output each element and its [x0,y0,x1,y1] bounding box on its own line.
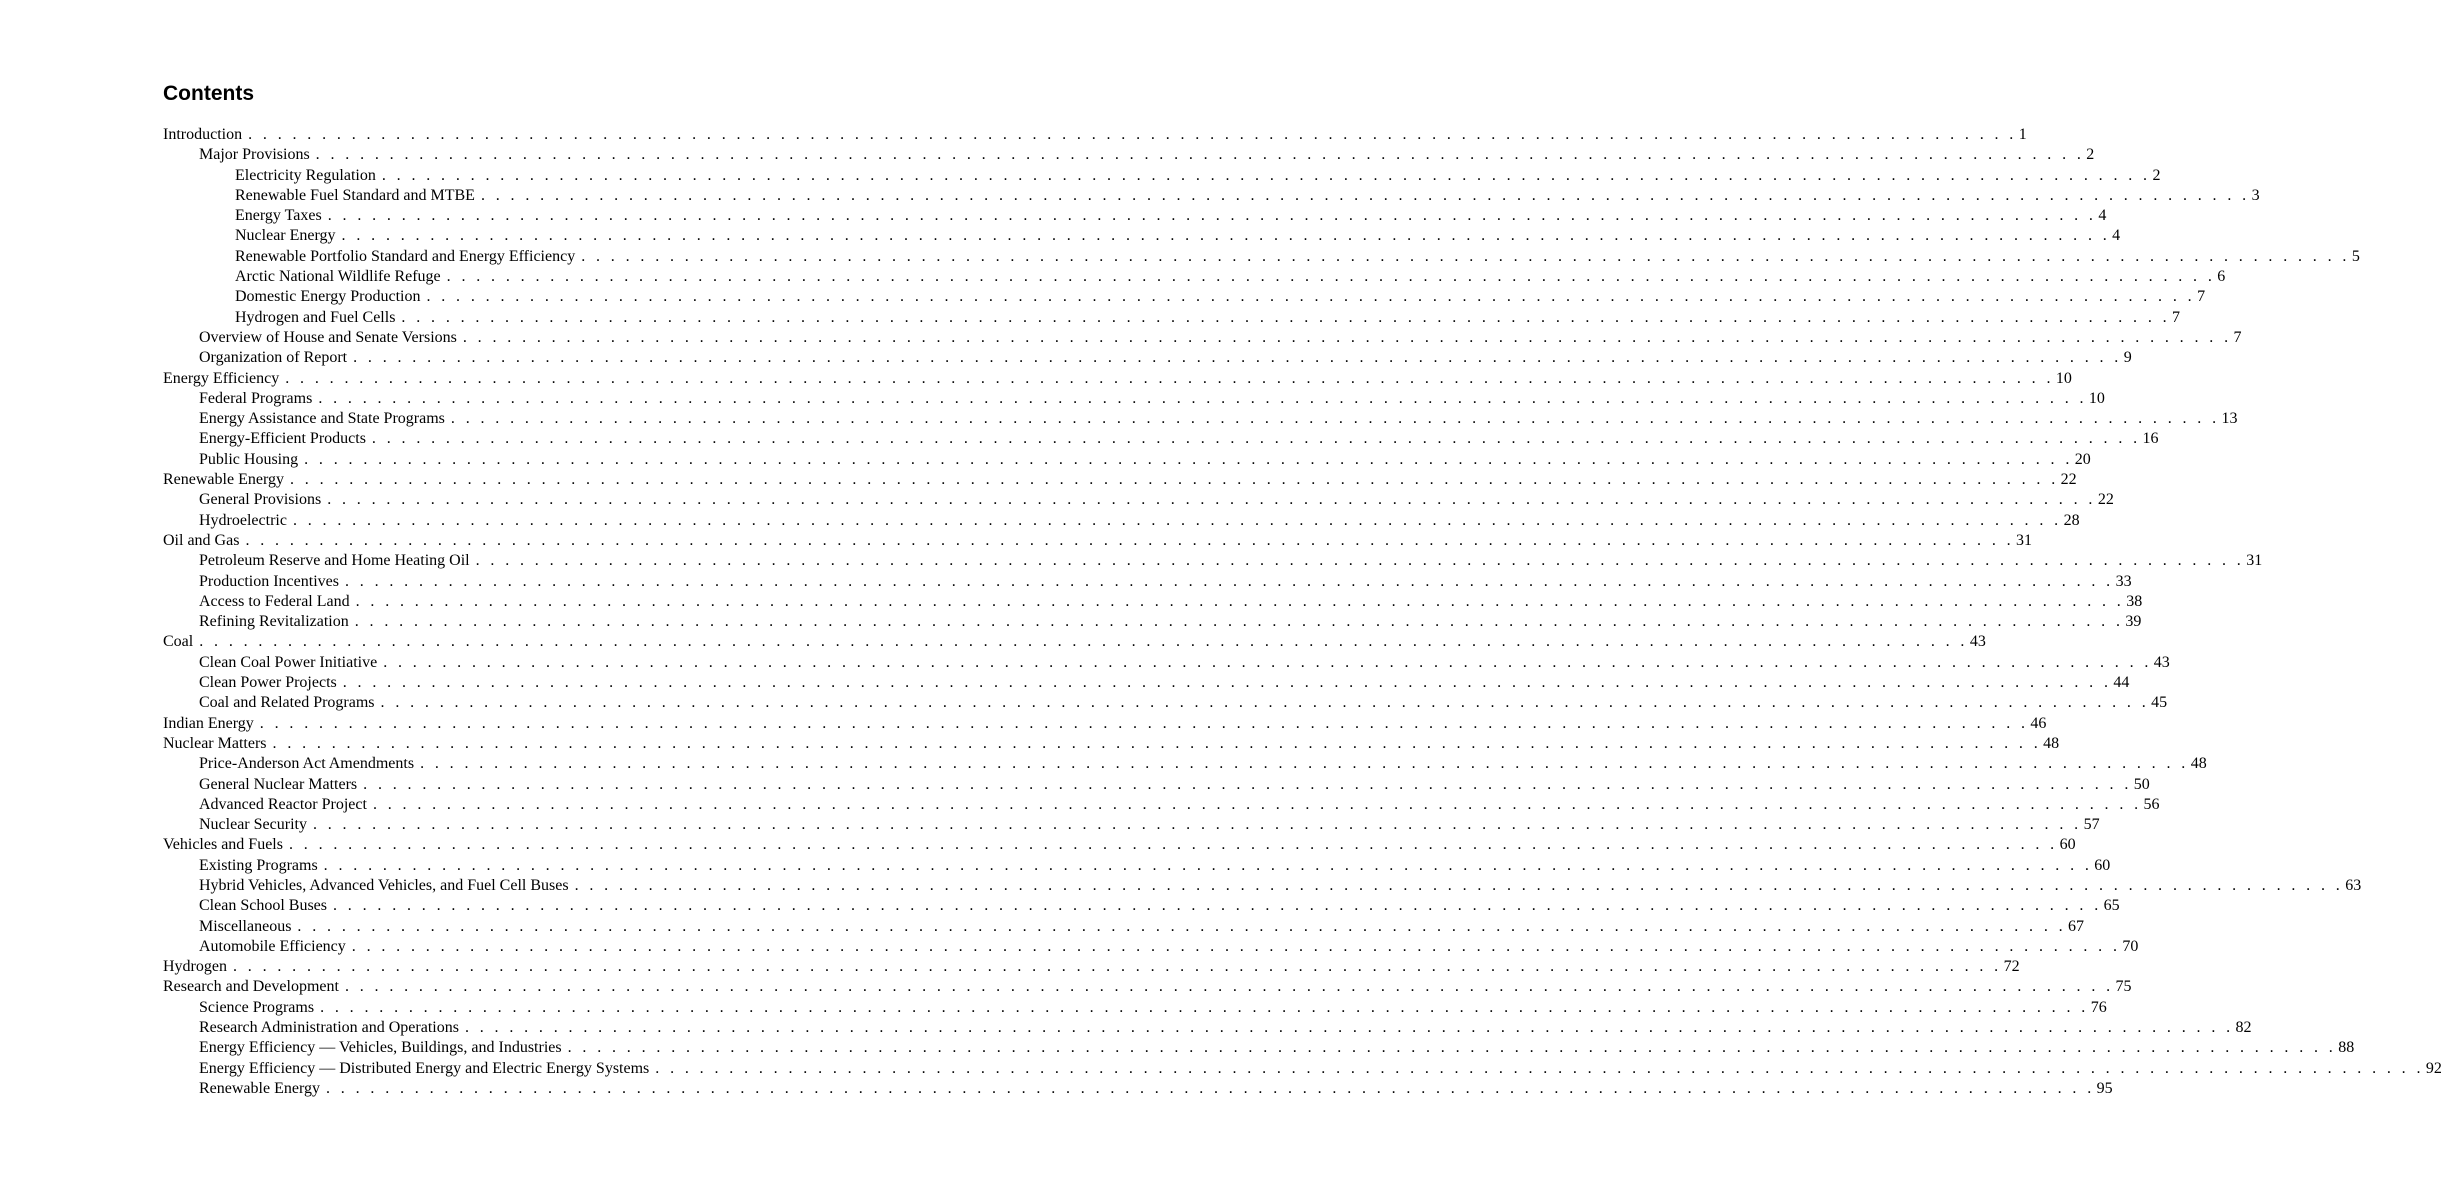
toc-entry-label: Hybrid Vehicles, Advanced Vehicles, and Fuel Cell Buses [199,876,569,894]
toc-dot-leader: . . . . . . . . . . . . . . . . . . . . . . . . . . . . . . . . . . . . . . . . . . . . . . . . . . . . . . . . . . . . . . . . . . . . . . . . . . . . . . . . . . . . . . . . . . . . . . . . . . . . . . . . . . . . . . . . . . . . . . . . [464,1019,2234,1037]
toc-entry[interactable] [163,146,2095,166]
toc-entry-label: Coal and Related Programs [199,694,375,712]
toc-entry-page-number: 2 [2086,146,2095,164]
toc-entry-label: Clean Coal Power Initiative [199,653,378,671]
toc-entry[interactable] [163,694,2168,714]
toc-entry[interactable] [163,410,2238,430]
toc-entry-page-number: 7 [2172,308,2181,326]
toc-entry-page-number: 16 [2142,430,2159,448]
toc-entry[interactable] [163,247,2360,268]
toc-dot-leader: . . . . . . . . . . . . . . . . . . . . . . . . . . . . . . . . . . . . . . . . . . . . . . . . . . . . . . . . . . . . . . . . . . . . . . . . . . . . . . . . . . . . . . . . . . . . . . . . . . . . . . . . . . . . . . . . . . . . . . . . [581,247,2350,265]
toc-entry[interactable] [163,674,2130,694]
toc-entry-page-number: 4 [2098,207,2107,225]
toc-entry-label: Renewable Energy [163,471,284,489]
toc-entry-page-number: 22 [2097,491,2114,509]
toc-entry-label: Energy Efficiency [163,369,280,387]
toc-entry-page-number: 50 [2133,775,2150,793]
toc-entry[interactable] [163,369,2072,390]
toc-entry-label: Introduction [163,126,243,143]
toc-entry-label: Nuclear Energy [235,227,336,245]
toc-entry[interactable] [163,958,2020,978]
toc-entry[interactable] [163,998,2107,1019]
toc-dot-leader: . . . . . . . . . . . . . . . . . . . . . . . . . . . . . . . . . . . . . . . . . . . . . . . . . . . . . . . . . . . . . . . . . . . . . . . . . . . . . . . . . . . . . . . . . . . . . . . . . . . . . . . . . . . . . . . . . . . . . . . . [353,349,2122,367]
toc-dot-leader: . . . . . . . . . . . . . . . . . . . . . . . . . . . . . . . . . . . . . . . . . . . . . . . . . . . . . . . . . . . . . . . . . . . . . . . . . . . . . . . . . . . . . . . . . . . . . . . . . . . . . . . . . . . . . . . . . . . . . . . . [567,1039,2337,1057]
toc-dot-leader: . . . . . . . . . . . . . . . . . . . . . . . . . . . . . . . . . . . . . . . . . . . . . . . . . . . . . . . . . . . . . . . . . . . . . . . . . . . . . . . . . . . . . . . . . . . . . . . . . . . . . . . . . . . . . . . . . . . . . . . . [327,491,2096,509]
toc-entry-label: Vehicles and Fuels [163,836,283,854]
toc-entry-label: Energy Efficiency — Distributed Energy and Electric Energy Systems [199,1059,650,1077]
toc-entry[interactable] [163,450,2091,471]
toc-entry[interactable] [163,897,2120,917]
toc-entry-page-number: 4 [2112,227,2121,245]
toc-dot-leader: . . . . . . . . . . . . . . . . . . . . . . . . . . . . . . . . . . . . . . . . . . . . . . . . . . . . . . . . . . . . . . . . . . . . . . . . . . . . . . . . . . . . . . . . . . . . . . . . . . . . . . . . . . . . . . . . . . . . . . . . [248,126,2017,143]
toc-entry-page-number: 76 [2090,998,2107,1016]
toc-entry-page-number: 10 [2088,389,2105,407]
toc-entry[interactable] [163,308,2181,329]
toc-entry-page-number: 72 [2003,958,2020,976]
toc-entry-page-number: 43 [2153,653,2170,671]
toc-entry[interactable] [163,775,2150,796]
toc-entry[interactable] [163,592,2143,613]
toc-entry-label: Arctic National Wildlife Refuge [235,268,441,286]
toc-dot-leader: . . . . . . . . . . . . . . . . . . . . . . . . . . . . . . . . . . . . . . . . . . . . . . . . . . . . . . . . . . . . . . . . . . . . . . . . . . . . . . . . . . . . . . . . . . . . . . . . . . . . . . . . . . . . . . . . . . . . . . . . [232,958,2002,976]
toc-entry[interactable] [163,126,2027,146]
toc-dot-leader: . . . . . . . . . . . . . . . . . . . . . . . . . . . . . . . . . . . . . . . . . . . . . . . . . . . . . . . . . . . . . . . . . . . . . . . . . . . . . . . . . . . . . . . . . . . . . . . . . . . . . . . . . . . . . . . . . . . . . . . . [315,146,2085,164]
toc-dot-leader: . . . . . . . . . . . . . . . . . . . . . . . . . . . . . . . . . . . . . . . . . . . . . . . . . . . . . . . . . . . . . . . . . . . . . . . . . . . . . . . . . . . . . . . . . . . . . . . . . . . . . . . . . . . . . . . . . . . . . . . . [355,592,2125,610]
toc-dot-leader: . . . . . . . . . . . . . . . . . . . . . . . . . . . . . . . . . . . . . . . . . . . . . . . . . . . . . . . . . . . . . . . . . . . . . . . . . . . . . . . . . . . . . . . . . . . . . . . . . . . . . . . . . . . . . . . . . . . . . . . . [344,572,2114,590]
toc-dot-leader: . . . . . . . . . . . . . . . . . . . . . . . . . . . . . . . . . . . . . . . . . . . . . . . . . . . . . . . . . . . . . . . . . . . . . . . . . . . . . . . . . . . . . . . . . . . . . . . . . . . . . . . . . . . . . . . . . . . . . . . . [344,978,2114,996]
toc-entry-page-number: 13 [2221,410,2238,428]
toc-entry-label: Clean School Buses [199,897,327,915]
toc-entry-label: General Nuclear Matters [199,775,358,793]
toc-entry-label: Advanced Reactor Project [199,795,367,813]
toc-entry-page-number: 3 [2251,186,2260,204]
page-title: Contents [163,82,254,105]
toc-entry[interactable] [163,633,1986,653]
toc-entry[interactable] [163,1079,2113,1100]
toc-dot-leader: . . . . . . . . . . . . . . . . . . . . . . . . . . . . . . . . . . . . . . . . . . . . . . . . . . . . . . . . . . . . . . . . . . . . . . . . . . . . . . . . . . . . . . . . . . . . . . . . . . . . . . . . . . . . . . . . . . . . . . . . [380,694,2150,712]
toc-entry-label: Coal [163,633,194,651]
toc-entry[interactable] [163,430,2159,450]
toc-entry[interactable] [163,328,2242,349]
toc-entry[interactable] [163,552,2263,572]
toc-dot-leader: . . . . . . . . . . . . . . . . . . . . . . . . . . . . . . . . . . . . . . . . . . . . . . . . . . . . . . . . . . . . . . . . . . . . . . . . . . . . . . . . . . . . . . . . . . . . . . . . . . . . . . . . . . . . . . . . . . . . . . . . [297,917,2067,935]
toc-entry[interactable] [163,836,2076,856]
toc-entry-page-number: 33 [2115,572,2132,590]
toc-dot-leader: . . . . . . . . . . . . . . . . . . . . . . . . . . . . . . . . . . . . . . . . . . . . . . . . . . . . . . . . . . . . . . . . . . . . . . . . . . . . . . . . . . . . . . . . . . . . . . . . . . . . . . . . . . . . . . . . . . . . . . . . [383,653,2152,671]
toc-entry[interactable] [163,795,2160,816]
toc-entry[interactable] [163,937,2139,958]
toc-dot-leader: . . . . . . . . . . . . . . . . . . . . . . . . . . . . . . . . . . . . . . . . . . . . . . . . . . . . . . . . . . . . . . . . . . . . . . . . . . . . . . . . . . . . . . . . . . . . . . . . . . . . . . . . . . . . . . . . . . . . . . . . [320,998,2089,1016]
toc-entry-label: Oil and Gas [163,531,240,549]
toc-entry-label: Miscellaneous [199,917,292,935]
toc-entry-page-number: 57 [2083,816,2100,834]
toc-entry[interactable] [163,1019,2252,1039]
toc-entry-page-number: 7 [2197,288,2206,306]
toc-entry-label: Nuclear Matters [163,734,267,752]
toc-entry-page-number: 67 [2068,917,2085,935]
toc-entry[interactable] [163,166,2161,187]
toc-entry-label: Refining Revitalization [199,613,349,631]
toc-entry[interactable] [163,755,2207,775]
toc-dot-leader: . . . . . . . . . . . . . . . . . . . . . . . . . . . . . . . . . . . . . . . . . . . . . . . . . . . . . . . . . . . . . . . . . . . . . . . . . . . . . . . . . . . . . . . . . . . . . . . . . . . . . . . . . . . . . . . . . . . . . . . . [342,674,2112,692]
toc-entry-label: Organization of Report [199,349,348,367]
toc-dot-leader: . . . . . . . . . . . . . . . . . . . . . . . . . . . . . . . . . . . . . . . . . . . . . . . . . . . . . . . . . . . . . . . . . . . . . . . . . . . . . . . . . . . . . . . . . . . . . . . . . . . . . . . . . . . . . . . . . . . . . . . . [450,410,2220,428]
toc-entry[interactable] [163,714,2047,735]
toc-dot-leader: . . . . . . . . . . . . . . . . . . . . . . . . . . . . . . . . . . . . . . . . . . . . . . . . . . . . . . . . . . . . . . . . . . . . . . . . . . . . . . . . . . . . . . . . . . . . . . . . . . . . . . . . . . . . . . . . . . . . . . . . [290,471,2059,489]
toc-entry-label: Production Incentives [199,572,339,590]
toc-entry-label: Major Provisions [199,146,310,164]
toc-entry-page-number: 92 [2425,1059,2442,1077]
toc-dot-leader: . . . . . . . . . . . . . . . . . . . . . . . . . . . . . . . . . . . . . . . . . . . . . . . . . . . . . . . . . . . . . . . . . . . . . . . . . . . . . . . . . . . . . . . . . . . . . . . . . . . . . . . . . . . . . . . . . . . . . . . . [401,308,2171,326]
toc-dot-leader: . . . . . . . . . . . . . . . . . . . . . . . . . . . . . . . . . . . . . . . . . . . . . . . . . . . . . . . . . . . . . . . . . . . . . . . . . . . . . . . . . . . . . . . . . . . . . . . . . . . . . . . . . . . . . . . . . . . . . . . . [292,511,2062,529]
toc-entry-label: Petroleum Reserve and Home Heating Oil [199,552,470,570]
toc-entry-label: Public Housing [199,450,299,468]
toc-entry-page-number: 10 [2055,369,2072,387]
toc-entry[interactable] [163,471,2077,491]
toc-entry-page-number: 60 [2059,836,2076,854]
toc-dot-leader: . . . . . . . . . . . . . . . . . . . . . . . . . . . . . . . . . . . . . . . . . . . . . . . . . . . . . . . . . . . . . . . . . . . . . . . . . . . . . . . . . . . . . . . . . . . . . . . . . . . . . . . . . . . . . . . . . . . . . . . . [372,795,2142,813]
toc-entry-page-number: 20 [2074,450,2091,468]
toc-dot-leader: . . . . . . . . . . . . . . . . . . . . . . . . . . . . . . . . . . . . . . . . . . . . . . . . . . . . . . . . . . . . . . . . . . . . . . . . . . . . . . . . . . . . . . . . . . . . . . . . . . . . . . . . . . . . . . . . . . . . . . . . [420,755,2189,773]
toc-dot-leader: . . . . . . . . . . . . . . . . . . . . . . . . . . . . . . . . . . . . . . . . . . . . . . . . . . . . . . . . . . . . . . . . . . . . . . . . . . . . . . . . . . . . . . . . . . . . . . . . . . . . . . . . . . . . . . . . . . . . . . . . [272,734,2042,752]
toc-entry-label: Federal Programs [199,389,313,407]
toc-entry[interactable] [163,268,2226,288]
toc-entry-label: Clean Power Projects [199,674,337,692]
toc-entry[interactable] [163,491,2114,511]
toc-dot-leader: . . . . . . . . . . . . . . . . . . . . . . . . . . . . . . . . . . . . . . . . . . . . . . . . . . . . . . . . . . . . . . . . . . . . . . . . . . . . . . . . . . . . . . . . . . . . . . . . . . . . . . . . . . . . . . . . . . . . . . . . [304,450,2073,468]
toc-entry-label: Science Programs [199,998,315,1016]
toc-entry-page-number: 43 [1969,633,1986,651]
toc-dot-leader: . . . . . . . . . . . . . . . . . . . . . . . . . . . . . . . . . . . . . . . . . . . . . . . . . . . . . . . . . . . . . . . . . . . . . . . . . . . . . . . . . . . . . . . . . . . . . . . . . . . . . . . . . . . . . . . . . . . . . . . . [323,856,2093,874]
toc-entry[interactable] [163,978,2132,998]
toc-entry-page-number: 6 [2217,268,2226,286]
toc-dot-leader: . . . . . . . . . . . . . . . . . . . . . . . . . . . . . . . . . . . . . . . . . . . . . . . . . . . . . . . . . . . . . . . . . . . . . . . . . . . . . . . . . . . . . . . . . . . . . . . . . . . . . . . . . . . . . . . . . . . . . . . . [475,552,2245,570]
toc-entry-page-number: 7 [2233,328,2242,346]
toc-dot-leader: . . . . . . . . . . . . . . . . . . . . . . . . . . . . . . . . . . . . . . . . . . . . . . . . . . . . . . . . . . . . . . . . . . . . . . . . . . . . . . . . . . . . . . . . . . . . . . . . . . . . . . . . . . . . . . . . . . . . . . . . [326,1079,2095,1097]
toc-entry-label: Automobile Efficiency [199,937,346,955]
toc-entry-page-number: 75 [2115,978,2132,996]
toc-entry[interactable] [163,1039,2355,1059]
toc-entry-page-number: 28 [2063,511,2080,529]
toc-entry[interactable] [163,613,2142,633]
toc-dot-leader: . . . . . . . . . . . . . . . . . . . . . . . . . . . . . . . . . . . . . . . . . . . . . . . . . . . . . . . . . . . . . . . . . . . . . . . . . . . . . . . . . . . . . . . . . . . . . . . . . . . . . . . . . . . . . . . . . . . . . . . . [574,876,2344,894]
toc-dot-leader: . . . . . . . . . . . . . . . . . . . . . . . . . . . . . . . . . . . . . . . . . . . . . . . . . . . . . . . . . . . . . . . . . . . . . . . . . . . . . . . . . . . . . . . . . . . . . . . . . . . . . . . . . . . . . . . . . . . . . . . . [462,328,2232,346]
toc-entry-label: Research and Development [163,978,339,996]
toc-entry-label: Overview of House and Senate Versions [199,328,457,346]
toc-entry[interactable] [163,734,2060,755]
toc-entry-label: Energy-Efficient Products [199,430,366,448]
toc-dot-leader: . . . . . . . . . . . . . . . . . . . . . . . . . . . . . . . . . . . . . . . . . . . . . . . . . . . . . . . . . . . . . . . . . . . . . . . . . . . . . . . . . . . . . . . . . . . . . . . . . . . . . . . . . . . . . . . . . . . . . . . . [480,186,2250,204]
toc-entry[interactable] [163,572,2132,593]
toc-dot-leader: . . . . . . . . . . . . . . . . . . . . . . . . . . . . . . . . . . . . . . . . . . . . . . . . . . . . . . . . . . . . . . . . . . . . . . . . . . . . . . . . . . . . . . . . . . . . . . . . . . . . . . . . . . . . . . . . . . . . . . . . [312,816,2082,834]
toc-dot-leader: . . . . . . . . . . . . . . . . . . . . . . . . . . . . . . . . . . . . . . . . . . . . . . . . . . . . . . . . . . . . . . . . . . . . . . . . . . . . . . . . . . . . . . . . . . . . . . . . . . . . . . . . . . . . . . . . . . . . . . . . [381,166,2151,184]
toc-dot-leader: . . . . . . . . . . . . . . . . . . . . . . . . . . . . . . . . . . . . . . . . . . . . . . . . . . . . . . . . . . . . . . . . . . . . . . . . . . . . . . . . . . . . . . . . . . . . . . . . . . . . . . . . . . . . . . . . . . . . . . . . [363,775,2132,793]
toc-entry-page-number: 31 [2246,552,2263,570]
toc-entry-page-number: 45 [2151,694,2168,712]
toc-entry[interactable] [163,856,2111,877]
toc-entry-label: Energy Efficiency — Vehicles, Buildings, and Industries [199,1039,562,1057]
toc-entry-label: Hydrogen [163,958,227,976]
toc-dot-leader: . . . . . . . . . . . . . . . . . . . . . . . . . . . . . . . . . . . . . . . . . . . . . . . . . . . . . . . . . . . . . . . . . . . . . . . . . . . . . . . . . . . . . . . . . . . . . . . . . . . . . . . . . . . . . . . . . . . . . . . . [245,531,2015,549]
toc-dot-leader: . . . . . . . . . . . . . . . . . . . . . . . . . . . . . . . . . . . . . . . . . . . . . . . . . . . . . . . . . . . . . . . . . . . . . . . . . . . . . . . . . . . . . . . . . . . . . . . . . . . . . . . . . . . . . . . . . . . . . . . . [351,937,2121,955]
toc-dot-leader: . . . . . . . . . . . . . . . . . . . . . . . . . . . . . . . . . . . . . . . . . . . . . . . . . . . . . . . . . . . . . . . . . . . . . . . . . . . . . . . . . . . . . . . . . . . . . . . . . . . . . . . . . . . . . . . . . . . . . . . . [426,288,2196,306]
toc-entry-page-number: 22 [2060,471,2077,489]
toc-entry-page-number: 31 [2016,531,2033,549]
toc-entry-label: General Provisions [199,491,322,509]
toc-entry-label: Electricity Regulation [235,166,376,184]
toc-entry-label: Existing Programs [199,856,318,874]
toc-dot-leader: . . . . . . . . . . . . . . . . . . . . . . . . . . . . . . . . . . . . . . . . . . . . . . . . . . . . . . . . . . . . . . . . . . . . . . . . . . . . . . . . . . . . . . . . . . . . . . . . . . . . . . . . . . . . . . . . . . . . . . . . [259,714,2029,732]
toc-entry-page-number: 48 [2190,755,2207,773]
toc-entry[interactable] [163,917,2085,938]
table-of-contents [163,126,2442,1100]
toc-entry-label: Hydroelectric [199,511,287,529]
toc-entry[interactable] [163,227,2121,247]
toc-entry-label: Renewable Fuel Standard and MTBE [235,186,475,204]
toc-dot-leader: . . . . . . . . . . . . . . . . . . . . . . . . . . . . . . . . . . . . . . . . . . . . . . . . . . . . . . . . . . . . . . . . . . . . . . . . . . . . . . . . . . . . . . . . . . . . . . . . . . . . . . . . . . . . . . . . . . . . . . . . [371,430,2141,448]
toc-dot-leader: . . . . . . . . . . . . . . . . . . . . . . . . . . . . . . . . . . . . . . . . . . . . . . . . . . . . . . . . . . . . . . . . . . . . . . . . . . . . . . . . . . . . . . . . . . . . . . . . . . . . . . . . . . . . . . . . . . . . . . . . [318,389,2087,407]
toc-entry-page-number: 60 [2094,856,2111,874]
toc-entry-page-number: 48 [2043,734,2060,752]
toc-entry[interactable] [163,349,2132,369]
toc-entry-page-number: 9 [2123,349,2132,367]
toc-entry-page-number: 39 [2125,613,2142,631]
toc-dot-leader: . . . . . . . . . . . . . . . . . . . . . . . . . . . . . . . . . . . . . . . . . . . . . . . . . . . . . . . . . . . . . . . . . . . . . . . . . . . . . . . . . . . . . . . . . . . . . . . . . . . . . . . . . . . . . . . . . . . . . . . . [199,633,1968,651]
toc-entry-page-number: 65 [2103,897,2120,915]
toc-entry-page-number: 70 [2122,937,2139,955]
toc-entry-label: Nuclear Security [199,816,307,834]
toc-entry-label: Price-Anderson Act Amendments [199,755,415,773]
toc-dot-leader: . . . . . . . . . . . . . . . . . . . . . . . . . . . . . . . . . . . . . . . . . . . . . . . . . . . . . . . . . . . . . . . . . . . . . . . . . . . . . . . . . . . . . . . . . . . . . . . . . . . . . . . . . . . . . . . . . . . . . . . . [341,227,2111,245]
toc-entry-page-number: 88 [2338,1039,2355,1057]
toc-dot-leader: . . . . . . . . . . . . . . . . . . . . . . . . . . . . . . . . . . . . . . . . . . . . . . . . . . . . . . . . . . . . . . . . . . . . . . . . . . . . . . . . . . . . . . . . . . . . . . . . . . . . . . . . . . . . . . . . . . . . . . . . [288,836,2058,854]
toc-entry[interactable] [163,876,2362,897]
toc-dot-leader: . . . . . . . . . . . . . . . . . . . . . . . . . . . . . . . . . . . . . . . . . . . . . . . . . . . . . . . . . . . . . . . . . . . . . . . . . . . . . . . . . . . . . . . . . . . . . . . . . . . . . . . . . . . . . . . . . . . . . . . . [333,897,2102,915]
toc-dot-leader: . . . . . . . . . . . . . . . . . . . . . . . . . . . . . . . . . . . . . . . . . . . . . . . . . . . . . . . . . . . . . . . . . . . . . . . . . . . . . . . . . . . . . . . . . . . . . . . . . . . . . . . . . . . . . . . . . . . . . . . . [655,1059,2424,1077]
toc-entry-page-number: 44 [2113,674,2130,692]
toc-entry-page-number: 82 [2235,1019,2252,1037]
toc-entry-page-number: 95 [2096,1079,2113,1097]
toc-entry[interactable] [163,288,2206,308]
toc-entry-label: Domestic Energy Production [235,288,421,306]
toc-entry[interactable] [163,511,2080,532]
toc-entry[interactable] [163,1059,2442,1080]
toc-entry[interactable] [163,653,2170,674]
toc-entry[interactable] [163,207,2107,227]
toc-entry[interactable] [163,186,2260,207]
toc-dot-leader: . . . . . . . . . . . . . . . . . . . . . . . . . . . . . . . . . . . . . . . . . . . . . . . . . . . . . . . . . . . . . . . . . . . . . . . . . . . . . . . . . . . . . . . . . . . . . . . . . . . . . . . . . . . . . . . . . . . . . . . . [327,207,2097,225]
toc-entry-page-number: 46 [2030,714,2047,732]
toc-dot-leader: . . . . . . . . . . . . . . . . . . . . . . . . . . . . . . . . . . . . . . . . . . . . . . . . . . . . . . . . . . . . . . . . . . . . . . . . . . . . . . . . . . . . . . . . . . . . . . . . . . . . . . . . . . . . . . . . . . . . . . . . [354,613,2124,631]
toc-entry[interactable] [163,531,2033,552]
toc-entry-page-number: 38 [2126,592,2143,610]
toc-entry[interactable] [163,816,2100,836]
toc-entry-page-number: 1 [2018,126,2027,143]
toc-entry-label: Research Administration and Operations [199,1019,459,1037]
toc-dot-leader: . . . . . . . . . . . . . . . . . . . . . . . . . . . . . . . . . . . . . . . . . . . . . . . . . . . . . . . . . . . . . . . . . . . . . . . . . . . . . . . . . . . . . . . . . . . . . . . . . . . . . . . . . . . . . . . . . . . . . . . . [446,268,2216,286]
toc-entry-page-number: 5 [2351,247,2360,265]
toc-entry-page-number: 63 [2345,876,2362,894]
toc-entry-page-number: 56 [2143,795,2160,813]
toc-entry-label: Indian Energy [163,714,254,732]
toc-entry-label: Renewable Portfolio Standard and Energy Efficiency [235,247,576,265]
toc-entry-label: Renewable Energy [199,1079,320,1097]
toc-entry-label: Access to Federal Land [199,592,350,610]
toc-entry-page-number: 2 [2152,166,2161,184]
toc-entry-label: Energy Assistance and State Programs [199,410,445,428]
toc-entry-label: Energy Taxes [235,207,322,225]
toc-dot-leader: . . . . . . . . . . . . . . . . . . . . . . . . . . . . . . . . . . . . . . . . . . . . . . . . . . . . . . . . . . . . . . . . . . . . . . . . . . . . . . . . . . . . . . . . . . . . . . . . . . . . . . . . . . . . . . . . . . . . . . . . [285,369,2054,387]
toc-entry[interactable] [163,389,2105,410]
toc-entry-label: Hydrogen and Fuel Cells [235,308,396,326]
